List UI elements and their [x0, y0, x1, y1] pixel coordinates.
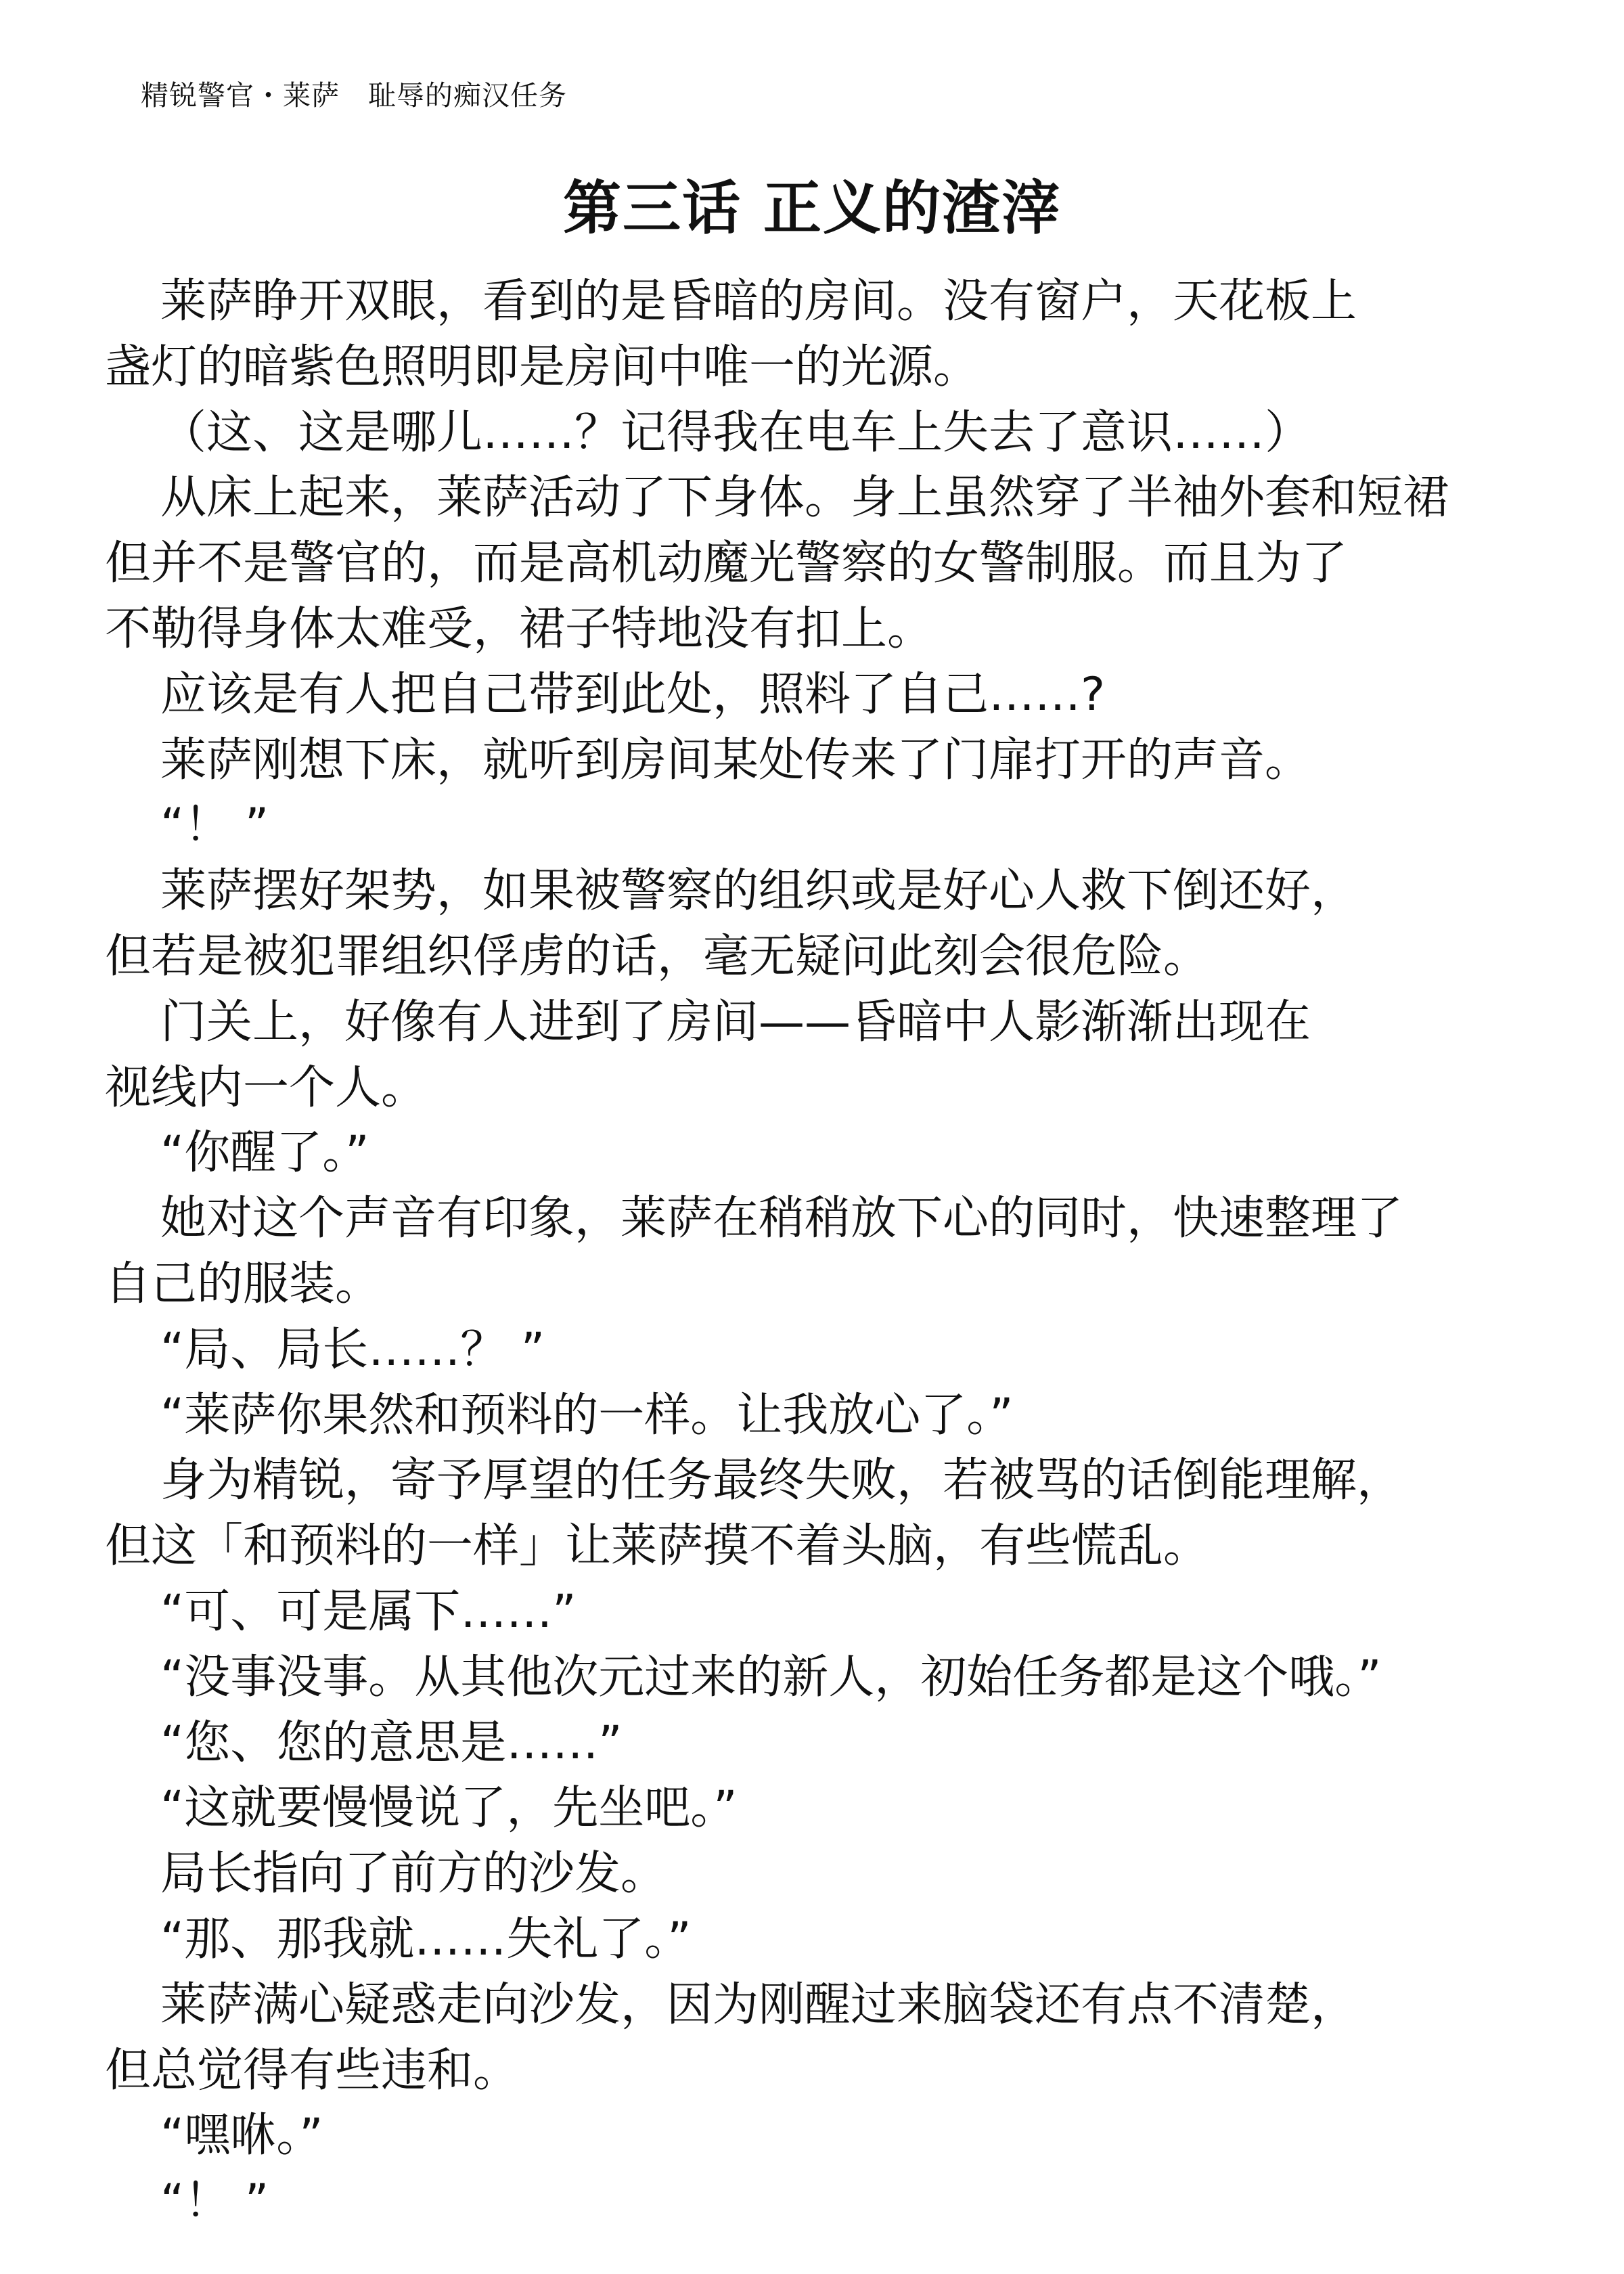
text-line: “可、可是属下……” — [160, 1584, 577, 1638]
text-line: “局、局长……？ ” — [160, 1322, 545, 1377]
text-line: 不勒得身体太难受，裙子特地没有扣上。 — [105, 602, 934, 656]
text-line: “没事没事。从其他次元过来的新人，初始任务都是这个哦。” — [160, 1650, 1382, 1704]
text-line: 但总觉得有些违和。 — [105, 2043, 520, 2097]
text-line: 莱萨满心疑惑走向沙发，因为刚醒过来脑袋还有点不清楚， — [160, 1978, 1357, 2032]
text-line: 身为精锐，寄予厚望的任务最终失败，若被骂的话倒能理解， — [160, 1454, 1403, 1508]
chapter-title: 第三话 正义的渣滓 — [563, 175, 1061, 242]
text-line: （这、这是哪儿……？记得我在电车上失去了意识……） — [160, 405, 1311, 460]
text-line: 莱萨刚想下床，就听到房间某处传来了门扉打开的声音。 — [160, 733, 1311, 787]
text-line: “！ ” — [160, 2175, 269, 2229]
text-line: 但并不是警官的，而是高机动魔光警察的女警制服。而且为了 — [105, 537, 1348, 591]
text-line: 莱萨摆好架势，如果被警察的组织或是好心人救下倒还好， — [160, 864, 1357, 918]
text-line: 应该是有人把自己带到此处，照料了自己……? — [160, 667, 1106, 721]
text-line: 盏灯的暗紫色照明即是房间中唯一的光源。 — [105, 340, 980, 394]
running-header: 精锐警官・莱萨 耻辱的痴汉任务 — [141, 79, 567, 112]
text-line: “那、那我就……失礼了。” — [160, 1912, 692, 1966]
text-line: 门关上，好像有人进到了房间——昏暗中人影渐渐出现在 — [160, 995, 1311, 1049]
text-line: 局长指向了前方的沙发。 — [160, 1847, 667, 1901]
text-line: 视线内一个人。 — [105, 1061, 428, 1115]
text-line: “莱萨你果然和预料的一样。让我放心了。” — [160, 1388, 1014, 1442]
body-text — [105, 269, 1621, 2235]
text-line: 自己的服装。 — [105, 1257, 382, 1311]
text-line: “你醒了。” — [160, 1126, 369, 1180]
text-line: 她对这个声音有印象，莱萨在稍稍放下心的同时，快速整理了 — [160, 1192, 1403, 1246]
text-line: 莱萨睁开双眼，看到的是昏暗的房间。没有窗户，天花板上 — [160, 275, 1357, 328]
text-line: 但这「和预料的一样」让莱萨摸不着头脑，有些慌乱。 — [105, 1519, 1210, 1574]
text-line: “您、您的意思是……” — [160, 1716, 623, 1770]
text-line: “这就要慢慢说了，先坐吧。” — [160, 1781, 738, 1835]
text-line: 但若是被犯罪组织俘虏的话，毫无疑问此刻会很危险。 — [105, 929, 1210, 983]
text-line: “！ ” — [160, 799, 269, 853]
text-line: “嘿咻。” — [160, 2109, 323, 2163]
text-line: 从床上起来，莱萨活动了下身体。身上虽然穿了半袖外套和短裙 — [160, 471, 1449, 525]
